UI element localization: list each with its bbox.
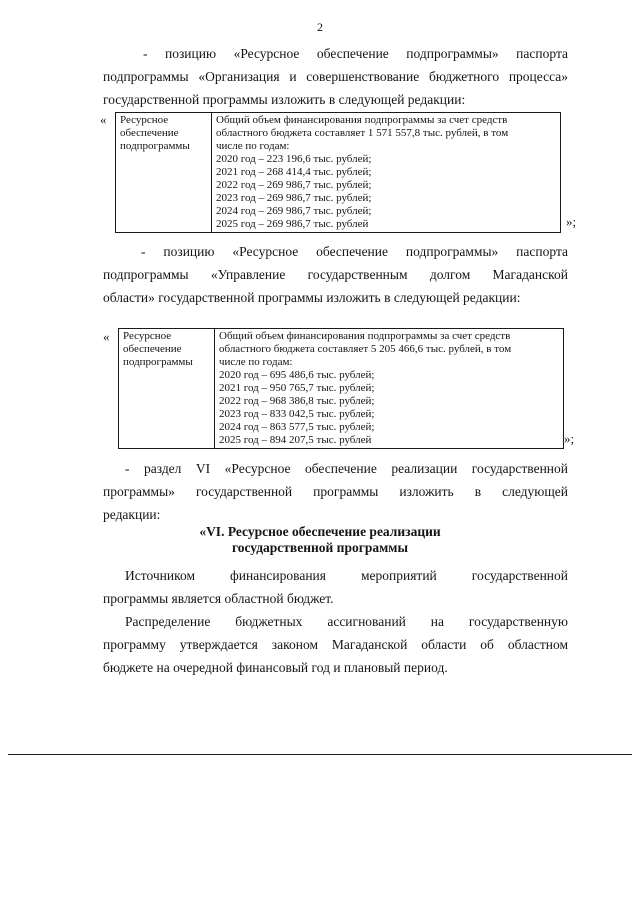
- label-line: подпрограммы: [123, 356, 193, 368]
- paragraph-line: подпрограммы «Управление государственным долгом Магаданской: [103, 267, 568, 282]
- paragraph-line: - позицию «Ресурсное обеспечение подпрограммы» паспорта: [143, 46, 568, 61]
- value-line: 2022 год – 968 386,8 тыс. рублей;: [219, 395, 375, 407]
- body-paragraph-1: [103, 564, 568, 610]
- table-row: [116, 113, 561, 233]
- section-heading-line: государственной программы: [231, 540, 409, 555]
- open-quote: «: [100, 112, 107, 127]
- paragraph-line: области» государственной программы изложить в следующей редакции:: [103, 290, 521, 305]
- value-line: 2024 год – 863 577,5 тыс. рублей;: [219, 421, 375, 433]
- amendment-paragraph-2: [103, 240, 568, 309]
- paragraph-line: редакции:: [103, 507, 161, 522]
- resource-table-1: [115, 112, 561, 233]
- paragraph-line: - позицию «Ресурсное обеспечение подпрограммы» паспорта: [141, 244, 568, 259]
- open-quote: «: [103, 329, 110, 344]
- value-line: 2021 год – 950 765,7 тыс. рублей;: [219, 382, 375, 394]
- paragraph-line: государственной программы изложить в следующей редакции:: [103, 92, 466, 107]
- page-number: 2: [317, 20, 323, 34]
- paragraph-line: Источником финансирования мероприятий государственной: [125, 568, 568, 583]
- value-line: 2023 год – 833 042,5 тыс. рублей;: [219, 408, 375, 420]
- paragraph-line: подпрограммы «Организация и совершенствование бюджетного процесса»: [103, 69, 568, 84]
- value-line: областного бюджета составляет 1 571 557,8 тыс. рублей, в том: [216, 127, 509, 139]
- value-line: 2024 год – 269 986,7 тыс. рублей;: [216, 205, 372, 217]
- section-heading-line: «VI. Ресурсное обеспечение реализации: [199, 524, 441, 539]
- paragraph-line: программы является областной бюджет.: [103, 591, 334, 606]
- value-line: Общий объем финансирования подпрограммы за счет средств: [219, 330, 511, 342]
- body-paragraph-2: [103, 610, 568, 679]
- label-line: Ресурсное: [120, 114, 169, 126]
- paragraph-line: бюджете на очередной финансовый год и плановый период.: [103, 660, 448, 675]
- value-line: 2025 год – 894 207,5 тыс. рублей: [219, 434, 372, 446]
- amendment-paragraph-1: [103, 42, 568, 111]
- value-line: числе по годам:: [216, 140, 290, 152]
- label-line: обеспечение: [123, 343, 182, 355]
- horizontal-rule: [8, 754, 632, 755]
- close-quote: »;: [564, 431, 575, 446]
- section-heading: [0, 524, 640, 556]
- paragraph-line: - раздел VI «Ресурсное обеспечение реализации государственной: [125, 461, 568, 476]
- value-line: числе по годам:: [219, 356, 293, 368]
- paragraph-line: программу утверждается законом Магаданской области об областном: [103, 637, 568, 652]
- value-line: 2025 год – 269 986,7 тыс. рублей: [216, 218, 369, 230]
- resource-table-2: [118, 328, 564, 449]
- label-line: подпрограммы: [120, 140, 190, 152]
- paragraph-line: программы» государственной программы изложить в следующей: [103, 484, 568, 499]
- table-value-cell: [212, 113, 561, 233]
- label-line: Ресурсное: [123, 330, 172, 342]
- label-line: обеспечение: [120, 127, 179, 139]
- table-value-cell: [215, 329, 564, 449]
- value-line: 2023 год – 269 986,7 тыс. рублей;: [216, 192, 372, 204]
- value-line: областного бюджета составляет 5 205 466,6 тыс. рублей, в том: [219, 343, 512, 355]
- value-line: 2022 год – 269 986,7 тыс. рублей;: [216, 179, 372, 191]
- amendment-paragraph-3: [103, 457, 568, 526]
- table-label-cell: [116, 113, 212, 233]
- value-line: Общий объем финансирования подпрограммы за счет средств: [216, 114, 508, 126]
- value-line: 2020 год – 695 486,6 тыс. рублей;: [219, 369, 375, 381]
- close-quote: »;: [566, 214, 577, 229]
- value-line: 2021 год – 268 414,4 тыс. рублей;: [216, 166, 372, 178]
- value-line: 2020 год – 223 196,6 тыс. рублей;: [216, 153, 372, 165]
- table-row: [119, 329, 564, 449]
- table-label-cell: [119, 329, 215, 449]
- paragraph-line: Распределение бюджетных ассигнований на государственную: [125, 614, 568, 629]
